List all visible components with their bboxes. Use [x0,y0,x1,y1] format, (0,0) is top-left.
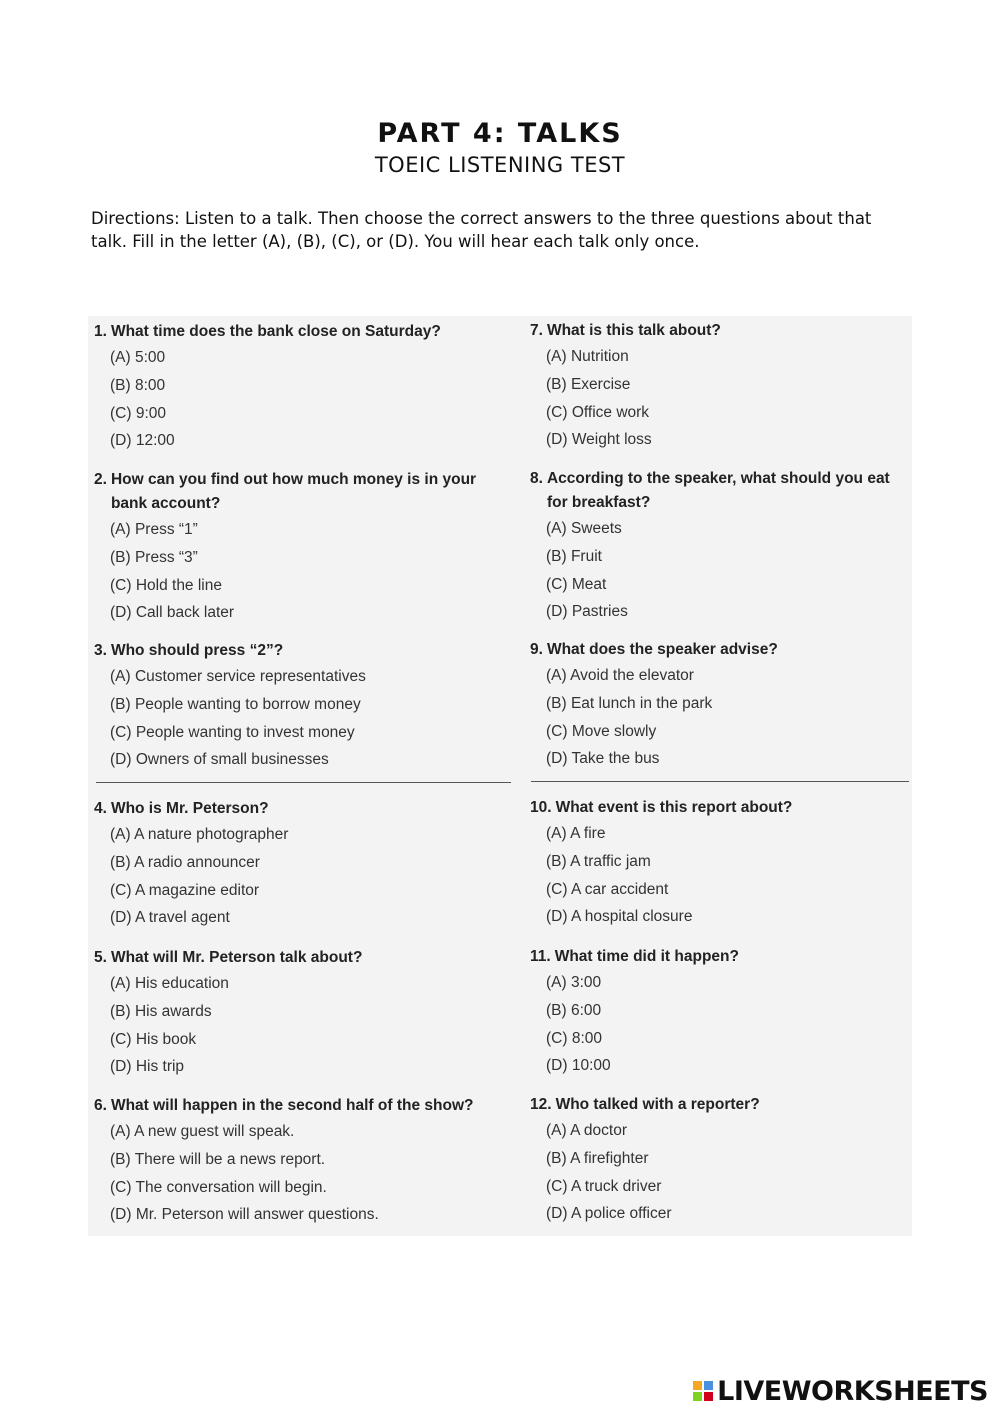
answer-option: (B) His awards [110,1002,212,1020]
answer-option: (D) Mr. Peterson will answer questions. [110,1206,379,1224]
question-number: 12. [530,1096,552,1113]
question-sheet [88,316,912,1236]
answer-option: (B) A traffic jam [546,852,651,870]
question-prompt: What time does the bank close on Saturday? [110,323,441,340]
question-text [94,639,510,663]
logo-cell-icon [693,1392,702,1401]
answer-option: (C) People wanting to invest money [110,723,355,741]
section-divider-left [96,782,511,783]
question-number: 2. [94,471,107,488]
question-prompt: What does the speaker advise? [546,641,778,658]
question-9 [530,638,908,773]
question-11 [530,945,908,1080]
answer-option: (A) A new guest will speak. [110,1123,295,1140]
question-3 [94,639,510,774]
answer-option: (B) Press “3” [110,548,198,566]
answer-option: (C) 8:00 [546,1029,602,1047]
question-number: 5. [94,949,107,966]
answer-option: (C) Office work [546,403,650,421]
question-number: 3. [94,642,107,659]
answer-option: (B) Fruit [546,547,602,565]
logo-cell-icon [693,1381,702,1390]
answer-option: (C) A truck driver [546,1177,662,1195]
answer-option: (C) 9:00 [110,404,166,422]
page-subtitle: TOEIC LISTENING TEST [374,153,626,177]
question-prompt: According to the speaker, what should you eat for breakfast? [546,470,890,511]
answer-option: (C) A car accident [546,880,669,898]
logo-cell-icon [704,1381,713,1390]
liveworksheets-logo [693,1374,988,1408]
answer-option: (A) Avoid the elevator [546,667,694,684]
answer-option: (B) A firefighter [546,1149,649,1167]
answer-option: (D) 10:00 [546,1057,611,1075]
answer-option: (D) A police officer [546,1205,672,1223]
question-5 [94,946,510,1081]
answer-option: (A) Customer service representatives [110,668,366,685]
question-text [530,796,908,820]
question-text [530,945,908,969]
answer-option: (A) A fire [546,825,606,842]
question-1 [94,320,510,455]
answer-option: (B) 6:00 [546,1001,602,1019]
question-text [530,467,908,515]
question-number: 7. [530,322,543,339]
question-8 [530,467,908,626]
answer-option: (D) His trip [110,1058,185,1076]
question-6 [94,1094,510,1229]
question-number: 4. [94,800,107,817]
answer-option: (B) There will be a news report. [110,1150,326,1168]
question-prompt: What will happen in the second half of the show? [110,1097,474,1114]
logo-cell-icon [704,1392,713,1401]
answer-option: (B) People wanting to borrow money [110,695,361,713]
answer-option: (D) Take the bus [546,750,660,768]
logo-text: LIVEWORKSHEETS [717,1375,988,1407]
question-prompt: What will Mr. Peterson talk about? [110,949,363,966]
answer-option: (B) 8:00 [110,376,166,394]
answer-option: (A) A doctor [546,1122,627,1139]
question-number: 9. [530,641,543,658]
answer-option: (A) 5:00 [110,349,166,366]
answer-option: (B) Exercise [546,375,631,393]
question-prompt: Who talked with a reporter? [555,1096,760,1113]
page-title: PART 4: TALKS [377,118,623,149]
question-text [94,946,510,970]
question-prompt: Who is Mr. Peterson? [110,800,269,817]
question-prompt: What event is this report about? [555,799,793,816]
question-12 [530,1093,908,1228]
logo-mark-icon [693,1381,713,1401]
question-text [94,1094,510,1118]
question-text [530,319,908,343]
answer-option: (D) Pastries [546,603,628,621]
answer-option: (A) Press “1” [110,521,198,538]
answer-option: (D) A hospital closure [546,908,693,926]
answer-option: (D) Call back later [110,604,235,622]
question-text [94,797,510,821]
answer-option: (A) Sweets [546,520,622,537]
answer-option: (C) His book [110,1030,197,1048]
answer-option: (C) Meat [546,575,607,593]
question-number: 6. [94,1097,107,1114]
answer-option: (C) Hold the line [110,576,222,594]
question-number: 1. [94,323,107,340]
section-divider-right [531,781,909,782]
answer-option: (D) 12:00 [110,432,175,450]
answer-option: (C) A magazine editor [110,881,260,899]
question-number: 10. [530,799,552,816]
answer-option: (A) Nutrition [546,348,629,365]
answer-option: (C) Move slowly [546,722,657,740]
directions-text: Directions: Listen to a talk. Then choose the correct answers to the three questions about that talk. Fill in the letter (A), (B), (C), or (D). You will hear each talk only once. [91,209,872,251]
answer-option: (A) 3:00 [546,974,602,991]
answer-option: (C) The conversation will begin. [110,1178,327,1196]
answer-option: (A) His education [110,975,229,992]
answer-option: (D) Owners of small businesses [110,751,329,769]
question-prompt: What time did it happen? [554,948,739,965]
question-number: 11. [530,948,551,965]
question-text [94,320,510,344]
answer-option: (B) Eat lunch in the park [546,694,713,712]
question-prompt: What is this talk about? [546,322,721,339]
question-text [530,638,908,662]
answer-option: (A) A nature photographer [110,826,289,843]
question-7 [530,319,908,454]
answer-option: (D) A travel agent [110,909,230,927]
question-text [530,1093,908,1117]
question-text [94,468,510,516]
question-prompt: How can you find out how much money is in your bank account? [110,471,477,512]
answer-option: (B) A radio announcer [110,853,260,871]
question-4 [94,797,510,932]
question-2 [94,468,510,627]
question-10 [530,796,908,931]
question-prompt: Who should press “2”? [110,642,284,659]
question-number: 8. [530,470,543,487]
answer-option: (D) Weight loss [546,431,652,449]
